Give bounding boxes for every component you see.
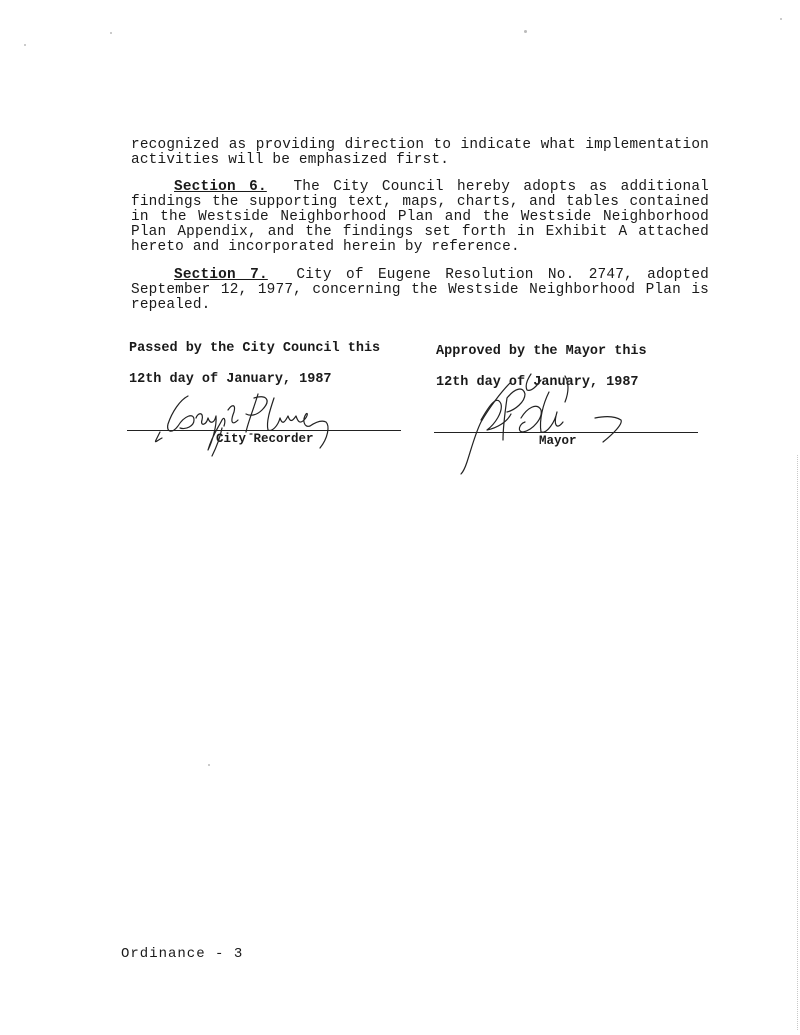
right-date-line: 12th day of January, 1987 [436,375,639,390]
paragraph-continuation: recognized as providing direction to indicate what implementation activities will be emphasized first. [131,137,709,168]
section-6-text: The City Council hereby adopts as additional findings the supporting text, maps, charts, and tables contained in the Westside Neighborhood Plan and the Westside Neighborhood Plan Appendix, and the findings set forth in Exhibit A attached hereto and incorporated herein by reference. [131,179,710,255]
section-6-heading: Section 6. [174,179,267,195]
mayor-signature [445,362,635,477]
page-footer-label: Ordinance - 3 [121,946,244,962]
scan-speck [110,32,112,34]
left-date-line: 12th day of January, 1987 [129,372,332,387]
scan-speck [780,18,782,20]
section-6-paragraph [131,180,709,255]
section-7-heading: Section 7. [174,267,268,283]
city-recorder-signature [150,390,350,460]
scan-speck [524,30,527,33]
section-7-text: City of Eugene Resolution No. 2747, adopted September 12, 1977, concerning the Westside Neighborhood Plan is repealed. [131,267,710,313]
section-7-paragraph [131,268,709,313]
passed-by-council-line: Passed by the City Council this [129,341,381,356]
scan-speck [208,764,210,766]
approved-by-mayor-line: Approved by the Mayor this [436,344,647,359]
scan-speck [24,44,26,46]
mayor-title: Mayor [539,434,577,448]
city-recorder-title: City Recorder [216,432,314,446]
